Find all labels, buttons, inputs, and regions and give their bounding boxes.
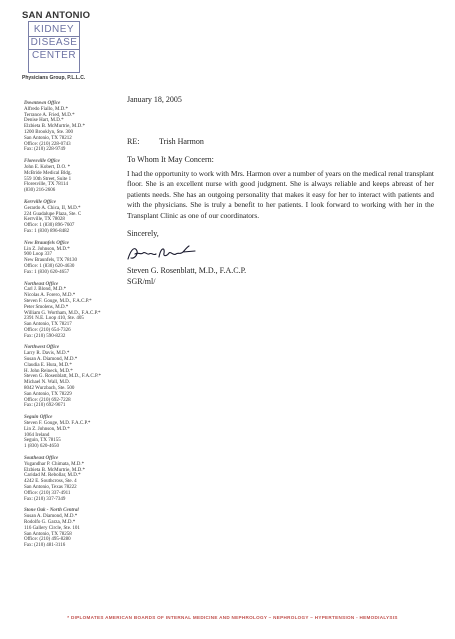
office-line: 1064 Ireland bbox=[24, 432, 50, 438]
office-block bbox=[24, 345, 124, 409]
logo-box bbox=[28, 21, 80, 73]
office-line: Fax: 1 (830) 620-4657 bbox=[24, 269, 70, 275]
office-line: Susan A. Diamond, M.D.* bbox=[24, 514, 78, 520]
office-name: Seguin Office bbox=[24, 415, 53, 421]
office-line: Yugandhar P. Chimata, M.D.* bbox=[24, 461, 85, 467]
office-line: Office: (210) 228-0743 bbox=[24, 141, 71, 147]
office-line: 116 Gallery Circle, Ste. 101 bbox=[24, 525, 80, 531]
office-line: Floresville, TX 78114 bbox=[24, 182, 69, 188]
office-name: New Braunfels Office bbox=[24, 240, 69, 246]
office-line: Kerrville, TX 78028 bbox=[24, 217, 65, 223]
office-line: 1 (830) 620-4650 bbox=[24, 444, 59, 450]
office-line: Steven G. Rosenblatt, M.D., F.A.C.P.* bbox=[24, 374, 101, 380]
office-line: Susan A. Diamond, M.D.* bbox=[24, 357, 78, 363]
logo-top-text: SAN ANTONIO bbox=[22, 10, 91, 21]
logo-line-kidney: KIDNEY bbox=[33, 24, 75, 35]
letter-date: January 18, 2005 bbox=[127, 95, 182, 104]
logo-subtitle: Physicians Group, P.L.L.C. bbox=[22, 75, 86, 81]
office-line: 4242 E. Southcross, Ste. 4 bbox=[24, 479, 77, 485]
handwritten-signature bbox=[125, 243, 197, 265]
office-block bbox=[24, 282, 124, 340]
office-line: Lin Z. Johnson, M.D.* bbox=[24, 426, 70, 432]
office-block bbox=[24, 241, 124, 276]
office-line: Alfredo Fiallo, M.D.* bbox=[24, 106, 69, 112]
office-name: Downtown Office bbox=[24, 101, 61, 106]
office-line: 900 Loop 337 bbox=[24, 252, 53, 258]
office-line: Nicolas A. Forero, M.D.* bbox=[24, 293, 76, 299]
office-line: Seguin, TX 78155 bbox=[24, 438, 61, 444]
office-line: Office: (210) 654-7326 bbox=[24, 327, 71, 333]
office-block bbox=[24, 456, 124, 502]
office-block bbox=[24, 508, 124, 549]
office-directory bbox=[24, 101, 124, 555]
footer-diplomates: * DIPLOMATES AMERICAN BOARDS OF INTERNAL MEDICINE AND NEPHROLOGY – NEPHROLOGY – HYPERTENSION - HEMODIALYSIS bbox=[67, 615, 398, 620]
office-line: San Antonio, TX 78217 bbox=[24, 322, 72, 328]
office-name: Northwest Office bbox=[24, 345, 60, 351]
closing: Sincerely, bbox=[127, 229, 159, 238]
office-line: Fax: 1 (830) 896-8482 bbox=[24, 228, 70, 234]
office-line: Fax: (210) 337-7349 bbox=[24, 496, 66, 502]
office-block bbox=[24, 101, 124, 153]
office-line: Peter Smolens, M.D.* bbox=[24, 304, 69, 310]
letter-body: I had the opportunity to work with Mrs. Harmon over a number of years on the medical renal transplant floor. She is an excellent nurse with good judgment. She is always reliable and keeps abreast of her patients needs. She has an outgoing personality that makes it easy for her to interact with patients and with the physicians. She is truly a benefit to her patients. I look forward to working with her in the Transplant Clinic as one of our coordinators. bbox=[127, 169, 434, 220]
office-line: Elzbieta B. McMurtrie, M.D.* bbox=[24, 467, 85, 473]
office-line: Denise Hart, M.D.* bbox=[24, 118, 64, 124]
office-line: (830) 216-2606 bbox=[24, 188, 56, 194]
office-name: Floresville Office bbox=[24, 159, 60, 165]
office-line: 224 Guadalupe Plaza, Ste. C bbox=[24, 211, 82, 217]
office-line: H. John Reineck, M.D.* bbox=[24, 368, 73, 374]
office-line: San Antonio, TX 78229 bbox=[24, 391, 72, 397]
office-line: William G. Wortham, M.D., F.A.C.P.* bbox=[24, 310, 101, 316]
office-line: Steven F. Gouge, M.D., F.A.C.P.* bbox=[24, 298, 92, 304]
office-line: Carl J. Blond, M.D.* bbox=[24, 287, 67, 293]
office-name: Stone Oak - North Central bbox=[24, 508, 79, 514]
office-line: 1200 Brooklyn, Ste. 300 bbox=[24, 129, 74, 135]
office-line: Steven F. Gouge, M.D. F.A.C.P.* bbox=[24, 421, 91, 427]
office-line: San Antonio, Texas 78222 bbox=[24, 485, 77, 491]
office-line: Fax: (210) 590-8232 bbox=[24, 333, 66, 339]
office-line: Lin Z. Johnson, M.D.* bbox=[24, 246, 70, 252]
office-name: Kerrville Office bbox=[24, 199, 56, 205]
office-line: McBride Medical Bldg. bbox=[24, 170, 72, 176]
office-line: 2391 N.E. Loop 410, Ste. 405 bbox=[24, 316, 84, 322]
office-line: Fax: (210) 692-9671 bbox=[24, 403, 66, 409]
office-line: Office: (210) 337-4911 bbox=[24, 490, 71, 496]
logo-line-disease: DISEASE bbox=[30, 37, 78, 48]
office-line: San Antonio, TX 78258 bbox=[24, 531, 72, 537]
office-block bbox=[24, 415, 124, 450]
re-subject: Trish Harmon bbox=[159, 137, 204, 146]
office-line: Office: (210) 692-7228 bbox=[24, 397, 71, 403]
office-line: Fax: (210) 481-3116 bbox=[24, 543, 66, 549]
office-line: Terrance A. Fried, M.D.* bbox=[24, 112, 75, 118]
signer-name: Steven G. Rosenblatt, M.D., F.A.C.P. bbox=[127, 266, 247, 275]
office-line: Claudia E. Hura, M.D.* bbox=[24, 362, 72, 368]
office-line: Caridad M. Rebollar, M.D.* bbox=[24, 473, 81, 479]
office-line: Office: 1 (830) 620-4630 bbox=[24, 263, 75, 269]
office-line: Office: (210) 495-8280 bbox=[24, 537, 71, 543]
office-line: John E. Kobert, D.O. * bbox=[24, 164, 71, 170]
office-line: Rodolfo G. Garza, M.D.* bbox=[24, 520, 76, 525]
office-name: Northeast Office bbox=[24, 281, 59, 287]
office-line: 8042 Wurzbach, Ste. 500 bbox=[24, 386, 75, 392]
office-block bbox=[24, 200, 124, 235]
salutation: To Whom It May Concern: bbox=[127, 155, 214, 164]
office-line: Michael N. Wall, M.D. bbox=[24, 380, 71, 386]
office-block bbox=[24, 159, 124, 194]
typist-initials: SGR/ml/ bbox=[127, 277, 156, 286]
office-line: Elzbieta B. McMurtrie, M.D.* bbox=[24, 124, 85, 130]
office-line: Office: 1 (830) 896-7607 bbox=[24, 223, 75, 229]
office-line: 559 10th Street, Suite 1 bbox=[24, 176, 72, 182]
office-name: Southeast Office bbox=[24, 456, 59, 462]
office-line: New Braunfels, TX 78130 bbox=[24, 258, 77, 264]
office-line: Gerardo A. Chica, II, M.D.* bbox=[24, 205, 81, 211]
re-label: RE: bbox=[127, 137, 140, 146]
office-line: Fax: (210) 228-9749 bbox=[24, 147, 66, 153]
office-line: San Antonio, TX 78212 bbox=[24, 135, 72, 141]
office-line: Larry R. Davis, M.D.* bbox=[24, 351, 70, 357]
logo-line-center: CENTER bbox=[31, 50, 77, 61]
